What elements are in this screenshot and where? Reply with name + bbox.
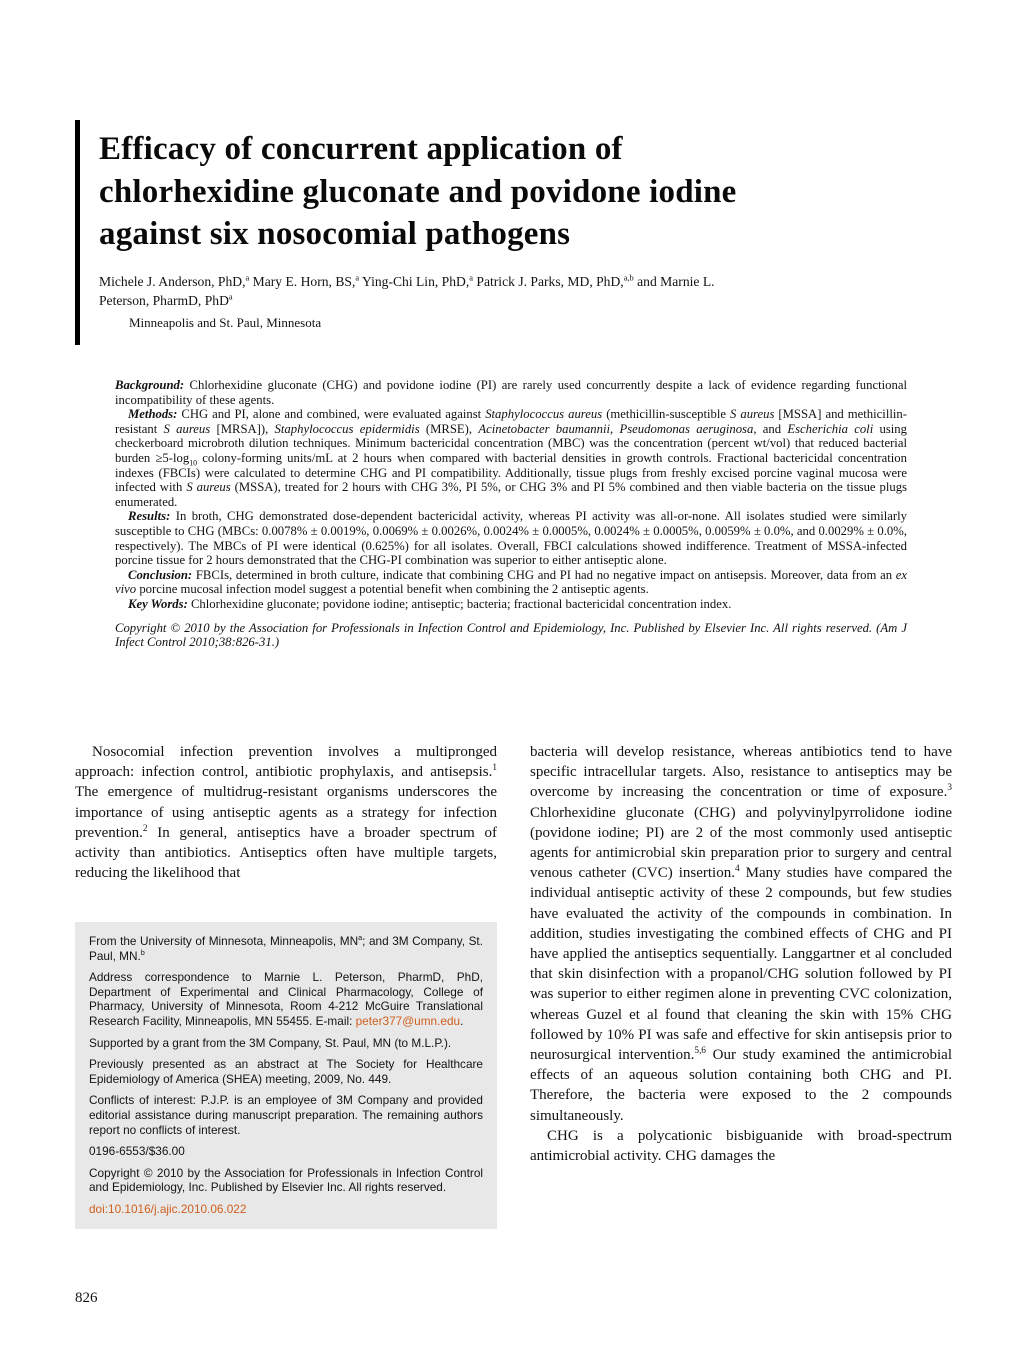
- body-right-column: [530, 742, 952, 1166]
- text-segment: CHG is a polycationic bisbiguanide with broad-spectrum antimicrobial activity. CHG damages the: [530, 1127, 952, 1165]
- text-segment: Escherichia coli: [787, 421, 874, 436]
- author-name: Ying-Chi Lin, PhD,: [359, 273, 470, 289]
- author-name: Mary E. Horn, BS,: [249, 273, 356, 289]
- text-segment: Pseudomonas aeruginosa: [619, 421, 754, 436]
- text-segment: Staphylococcus aureus: [485, 407, 603, 422]
- text-segment: CHG and PI, alone and combined, were evaluated against: [177, 407, 486, 422]
- footnote-paragraph: [89, 1202, 483, 1217]
- paragraph-label: Results:: [128, 509, 171, 524]
- author-name: Michele J. Anderson, PhD,: [99, 273, 246, 289]
- abstract-methods: [115, 407, 907, 509]
- text-segment: .: [460, 1013, 464, 1028]
- body-left-column: [75, 742, 497, 883]
- page-number: 826: [75, 1290, 98, 1306]
- text-segment: FBCIs, determined in broth culture, indicate that combining CHG and PI had no negative impact on antisepsis. Moreover, data from an: [192, 567, 896, 582]
- text-segment: Chlorhexidine gluconate; povidone iodine; antiseptic; bacteria; fractional bactericidal concentration index.: [187, 596, 732, 611]
- text-segment: From the University of Minnesota, Minneapolis, MN: [89, 934, 359, 948]
- text-segment: Staphylococcus epidermidis: [274, 421, 420, 436]
- text-segment: using checkerboard microbroth dilution techniques. Minimum bactericidal concentration (MBC) was the concentration (percent wt/vol) that reduced bacterial burden ≥5-log: [115, 421, 907, 465]
- superscript: 1: [492, 763, 497, 774]
- text-segment: (MSSA), treated for 2 hours with CHG 3%, PI 5%, or CHG 3% and PI 5% combined and then viable bacteria on the tissue plugs enumerated.: [115, 480, 907, 509]
- superscript: 2: [142, 823, 148, 834]
- affiliation-superscript: a,b: [623, 272, 634, 283]
- superscript: 4: [734, 864, 740, 875]
- abstract-conclusion: [115, 568, 907, 597]
- footnote-paragraph: [89, 1144, 483, 1159]
- text-segment: , and: [753, 421, 788, 436]
- text-segment: Address correspondence to Marnie L. Peterson, PharmD, PhD, Department of Experimental and Clinical Pharmacology, College of Pharmacy, University of Minnesota, Room 4-212 McGuire Translational Research Facility, Minneapolis, MN 55455. E-mail:: [89, 970, 483, 1028]
- article-title: Efficacy of concurrent application of chlorhexidine gluconate and povidone iodine against six nosocomial pathogens: [99, 131, 737, 253]
- title-block: [75, 120, 905, 345]
- paragraph-label: Key Words:: [128, 596, 188, 611]
- text-segment: Chlorhexidine gluconate (CHG) and polyvinylpyrrolidone iodine (povidone iodine; PI) are 2 of the most commonly used antiseptic agents for antimicrobial skin preparation prior to surgery and central venous catheter (CVC) insertion.: [530, 804, 952, 882]
- text-segment: Conflicts of interest: P.J.P. is an employee of 3M Company and provided editorial assistance during manuscript preparation. The remaining authors report no conflicts of interest.: [89, 1093, 483, 1137]
- footnote-paragraph: [89, 1166, 483, 1195]
- affiliation-superscript: a: [245, 272, 250, 283]
- author-name: and Marnie L. Peterson, PharmD, PhD: [99, 273, 715, 308]
- abstract-copyright: [115, 621, 907, 650]
- text-segment: [MSSA] and methicillin-resistant: [115, 407, 907, 436]
- text-segment: Copyright © 2010 by the Association for Professionals in Infection Control and Epidemiology, Inc. Published by Elsevier Inc. All rights reserved.: [89, 1165, 483, 1195]
- affiliation-line: Minneapolis and St. Paul, Minnesota: [129, 314, 322, 330]
- text-segment: ,: [610, 421, 620, 436]
- text-segment: Nosocomial infection prevention involves a multipronged approach: infection control, antibiotic prophylaxis, and antisepsis.: [75, 744, 497, 781]
- body-paragraph: [530, 742, 952, 1126]
- superscript: 3: [947, 783, 952, 794]
- author-name: Patrick J. Parks, MD, PhD,: [473, 273, 624, 289]
- text-segment: S aureus: [163, 421, 211, 436]
- text-segment: Copyright © 2010 by the Association for Professionals in Infection Control and Epidemiology, Inc. Published by Elsevier Inc. All rights reserved. (Am J Infect Control 2010;38:826-31.): [115, 620, 907, 650]
- paragraph-label: Methods:: [128, 407, 178, 422]
- abstract-background: [115, 378, 907, 407]
- paragraph-label: Background:: [115, 378, 185, 392]
- text-segment: Acinetobacter baumannii: [478, 421, 611, 436]
- body-paragraph: [530, 1126, 952, 1166]
- affiliation-superscript: a: [228, 291, 233, 302]
- text-segment: Many studies have compared the individual antiseptic activity of these 2 compounds, but few studies have evaluated the activity of the compounds in combination. In addition, studies investigating the combined effects of CHG and PI have applied the antiseptics sequentially. Langgartner et al concluded that skin disinfection with a propanol/CHG solution followed by PI was superior to either regimen alone in preventing CVC colonization, whereas Guzel et al found that cleaning the skin with 15% CHG followed by 10% PI was safe and effective for skin antisepsis prior to neurosurgical intervention.: [530, 865, 952, 1064]
- body-paragraph: [75, 742, 497, 883]
- footnote-paragraph: [89, 970, 483, 1028]
- text-segment: Our study examined the antimicrobial effects of an aqueous solution containing both CHG and PI. Therefore, the bacteria were exposed to the 2 compounds simultaneously.: [530, 1047, 952, 1124]
- text-segment: (MRSE),: [419, 421, 479, 436]
- footnote-paragraph: [89, 1057, 483, 1086]
- text-segment: colony-forming units/mL at 2 hours when compared with bacterial densities in growth controls. Fractional bactericidal concentration indexes (FBCIs) were calculated to determine CHG and PI compatibility. Additionally, tissue plugs from freshly excised porcine vaginal mucosa were infected with: [115, 450, 907, 495]
- text-segment: ; and 3M Company, St. Paul, MN.: [89, 934, 483, 963]
- footnote-paragraph: [89, 934, 483, 963]
- footnote-paragraph: [89, 1036, 483, 1051]
- text-segment: Supported by a grant from the 3M Company, St. Paul, MN (to M.L.P.).: [89, 1035, 452, 1050]
- text-segment: In broth, CHG demonstrated dose-dependent bactericidal activity, whereas PI activity was all-or-none. All isolates studied were similarly susceptible to CHG (MBCs: 0.0078% ± 0.0019%, 0.0069% ± 0.0026%, 0.0024% ± 0.0005%, 0.0024% ± 0.0005%, 0.0059% ± 0.0%, and 0.0029% ± 0.0%, respectively). The MBCs of PI were identical (0.625%) for all isolates. Overall, FBCI calculations showed indifference. Treatment of MSSA-infected porcine tissue for 2 hours demonstrated that the CHG-PI combination was superior to either antiseptic alone.: [115, 509, 907, 568]
- affiliation-superscript: a: [469, 272, 474, 283]
- paragraph-label: Conclusion:: [128, 567, 193, 582]
- superscript: b: [140, 947, 145, 957]
- text-segment: The emergence of multidrug-resistant organisms underscores the importance of using antiseptic agents as a strategy for infection prevention.: [75, 784, 497, 841]
- text-segment: In general, antiseptics have a broader spectrum of activity than antibiotics. Antiseptics often have multiple targets, reducing the likelihood that: [75, 824, 497, 882]
- doi-link[interactable]: doi:10.1016/j.ajic.2010.06.022: [89, 1201, 247, 1216]
- text-segment: (methicillin-susceptible: [602, 407, 730, 422]
- text-segment: Previously presented as an abstract at The Society for Healthcare Epidemiology of America (SHEA) meeting, 2009, No. 449.: [89, 1057, 483, 1086]
- text-segment: S aureus: [186, 480, 231, 495]
- email-link[interactable]: peter377@umn.edu: [355, 1013, 461, 1028]
- text-segment: S aureus: [730, 407, 775, 422]
- text-segment: ex vivo: [115, 567, 907, 597]
- author-line: [99, 272, 739, 310]
- footnote-paragraph: [89, 1093, 483, 1137]
- affiliation-superscript: a: [355, 272, 360, 283]
- text-segment: porcine mucosal infection model suggest a potential benefit when combining the 2 antiseptic agents.: [136, 582, 649, 597]
- superscript: a: [358, 933, 363, 943]
- text-segment: Chlorhexidine gluconate (CHG) and povidone iodine (PI) are rarely used concurrently despite a lack of evidence regarding functional incompatibility of these agents.: [115, 378, 907, 407]
- text-segment: [MRSA]),: [210, 421, 275, 436]
- abstract-keywords: [115, 597, 907, 612]
- text-segment: bacteria will develop resistance, whereas antibiotics tend to have specific intracellular targets. Also, resistance to antiseptics may be overcome by increasing the concentration or time of exposure.: [530, 744, 952, 801]
- abstract-results: [115, 509, 907, 567]
- footnote-box: [75, 922, 497, 1229]
- subscript: 10: [189, 458, 198, 468]
- abstract-section: [115, 378, 907, 650]
- superscript: 5,6: [694, 1046, 706, 1057]
- text-segment: 0196-6553/$36.00: [89, 1144, 185, 1159]
